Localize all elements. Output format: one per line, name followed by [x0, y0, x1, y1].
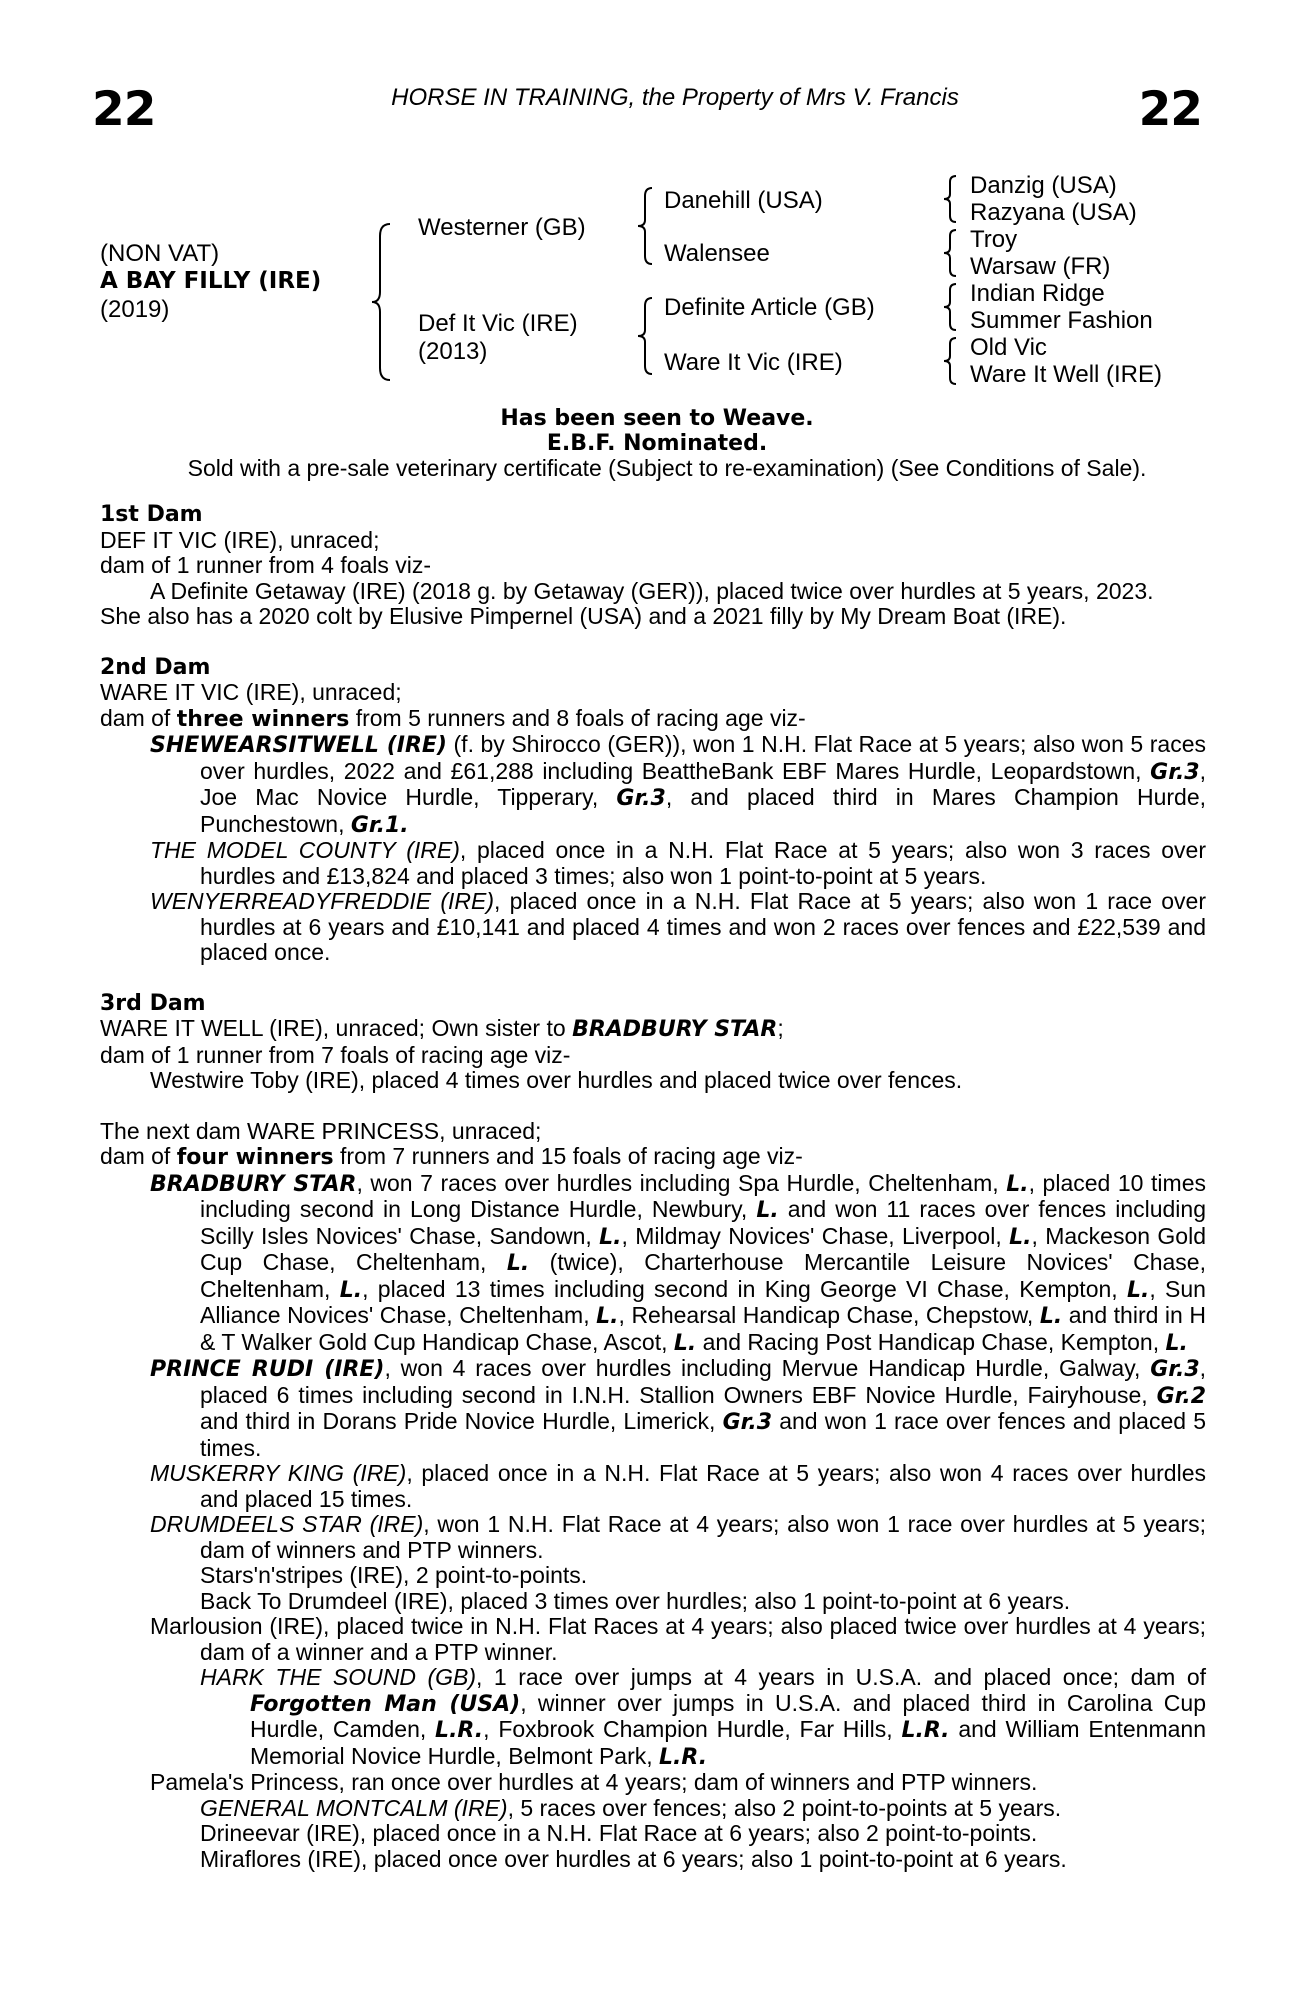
next-dam-progeny-prince-rudi: PRINCE RUDI (IRE), won 4 races over hurdles including Mervue Handicap Hurdle, Galway, Gr.3, placed 6 times including second in I.N.H. Stallion Owners EBF Novice Hurdle, Fairyhouse, Gr.2 and third in Dorans Pride Novice Hurdle, Limerick, Gr.3 and won 1 race over fences and placed 5 times. [150, 1355, 1207, 1461]
brace-sire [636, 186, 656, 266]
dam-sire: Definite Article (GB) [664, 294, 875, 321]
ancestor-3: Troy [970, 226, 1018, 253]
next-dam-produce: dam of four winners from 7 runners and 15 foals of racing age viz- [100, 1143, 803, 1170]
first-dam-line: DEF IT VIC (IRE), unraced; [100, 526, 380, 553]
vat-status: (NON VAT) [100, 240, 220, 267]
next-dam-progeny-muskerry-king: MUSKERRY KING (IRE), placed once in a N.H. Flat Race at 5 years; also won 4 races over hurdles and placed 15 times. [150, 1460, 1206, 1512]
marlousion-foal-hark-the-sound: HARK THE SOUND (GB), 1 race over jumps at 4 years in U.S.A. and placed once; dam of Forgotten Man (USA), winner over jumps in U.S.A. and placed third in Carolina Cup Hurdle, Camden, L.R., Foxbrook Champion Hurdle, Far Hills, L.R. and William Entenmann Memorial Novice Hurdle, Belmont Park, L.R. [200, 1664, 1206, 1770]
ancestor-2: Razyana (USA) [970, 199, 1137, 226]
third-dam-line: WARE IT WELL (IRE), unraced; Own sister to BRADBURY STAR; [100, 1015, 784, 1042]
ancestor-1: Danzig (USA) [970, 172, 1117, 199]
second-dam-progeny-2: THE MODEL COUNTY (IRE), placed once in a N.H. Flat Race at 5 years; also won 3 races over hurdles and £13,824 and placed 3 times; also won 1 point-to-point at 5 years. [150, 837, 1206, 889]
catalogue-body [100, 502, 1206, 1872]
first-dam-produce: dam of 1 runner from 4 foals viz- [100, 552, 432, 578]
second-dam-line: WARE IT VIC (IRE), unraced; [100, 679, 402, 705]
note-ebf: E.B.F. Nominated. [546, 431, 768, 456]
first-dam-section [100, 502, 1206, 630]
second-dam-progeny-3: WENYERREADYFREDDIE (IRE), placed once in a N.H. Flat Race at 5 years; also won 1 race over hurdles at 6 years and £10,141 and placed 4 times and won 2 races over fences and £22,539 and placed once. [150, 888, 1206, 965]
ancestor-5: Indian Ridge [970, 280, 1105, 307]
brace-g1 [942, 174, 960, 224]
next-dam-progeny-drumdeels-star: DRUMDEELS STAR (IRE), won 1 N.H. Flat Race at 4 years; also won 1 race over hurdles at 5 years; dam of winners and PTP winners. [150, 1511, 1206, 1563]
second-dam-section [100, 655, 1206, 966]
second-dam-title: 2nd Dam [100, 654, 211, 680]
third-dam-section [100, 991, 1206, 1094]
sire-sire: Danehill (USA) [664, 187, 823, 214]
first-dam-other-foals: She also has a 2020 colt by Elusive Pimpernel (USA) and a 2021 filly by My Dream Boat (IRE). [100, 603, 1067, 629]
brace-g4 [942, 336, 960, 386]
third-dam-produce: dam of 1 runner from 7 foals of racing age viz- [100, 1041, 571, 1068]
next-dam-progeny-bradbury-star: BRADBURY STAR, won 7 races over hurdles including Spa Hurdle, Cheltenham, L., placed 10 times including second in Long Distance Hurdle, Newbury, L. and won 11 races over fences including Scilly Isles Novices' Chase, Sandown, L., Mildmay Novices' Chase, Liverpool, L., Mackeson Gold Cup Chase, Cheltenham, L. (twice), Charterhouse Mercantile Leisure Novices' Chase, Cheltenham, L., placed 13 times including second in King George VI Chase, Kempton, L., Sun Alliance Novices' Chase, Cheltenham, L., Rehearsal Handicap Chase, Chepstow, L. and third in H & T Walker Gold Cup Handicap Chase, Ascot, L. and Racing Post Handicap Chase, Kempton, L. [150, 1169, 1206, 1356]
drumdeels-star-foal-2: Back To Drumdeel (IRE), placed 3 times over hurdles; also 1 point-to-point at 6 years. [200, 1587, 1071, 1614]
second-dam-produce: dam of three winners from 5 runners and 8 foals of racing age viz- [100, 704, 806, 732]
first-dam-title: 1st Dam [100, 502, 203, 527]
note-weave: Has been seen to Weave. [500, 406, 814, 431]
next-dam-progeny-marlousion: Marlousion (IRE), placed twice in N.H. Flat Races at 4 years; also placed twice over hurdles at 4 years; dam of a winner and a PTP winner. [150, 1613, 1206, 1665]
next-dam-section [100, 1119, 1206, 1873]
lot-number-right: 22 [1138, 82, 1202, 137]
horse-name: A BAY FILLY (IRE) [100, 268, 322, 294]
brace-g3 [942, 282, 960, 332]
horse-year: (2019) [100, 296, 170, 323]
page-header: HORSE IN TRAINING, the Property of Mrs V. Francis [391, 84, 959, 111]
next-dam-line: The next dam WARE PRINCESS, unraced; [100, 1117, 542, 1144]
third-dam-title: 3rd Dam [100, 990, 206, 1016]
third-dam-progeny-1: Westwire Toby (IRE), placed 4 times over hurdles and placed twice over fences. [150, 1067, 963, 1093]
ancestor-8: Ware It Well (IRE) [970, 361, 1163, 388]
brace-main [370, 222, 394, 382]
lot-number-left: 22 [92, 82, 156, 137]
sire: Westerner (GB) [418, 214, 586, 241]
ancestor-6: Summer Fashion [970, 307, 1153, 334]
brace-dam [636, 296, 656, 376]
second-dam-progeny-1: SHEWEARSITWELL (IRE) (f. by Shirocco (GER)), won 1 N.H. Flat Race at 5 years; also won 5 races over hurdles, 2022 and £61,288 including BeattheBank EBF Mares Hurdle, Leopardstown, Gr.3, Joe Mac Novice Hurdle, Tipperary, Gr.3, and placed third in Mares Champion Hurde, Punchestown, Gr.1. [150, 731, 1206, 838]
brace-g2 [942, 228, 960, 278]
pamelas-princess-foal-2: Drineevar (IRE), placed once in a N.H. Flat Race at 6 years; also 2 point-to-points. [200, 1820, 1038, 1846]
ancestor-4: Warsaw (FR) [970, 253, 1111, 280]
note-vet: Sold with a pre-sale veterinary certificate (Subject to re-examination) (See Conditions of Sale). [187, 455, 1147, 481]
pamelas-princess-foal-1: GENERAL MONTCALM (IRE), 5 races over fences; also 2 point-to-points at 5 years. [200, 1794, 1062, 1821]
dam-dam: Ware It Vic (IRE) [664, 349, 843, 376]
sire-dam: Walensee [664, 240, 770, 267]
dam: Def It Vic (IRE) [418, 310, 578, 337]
drumdeels-star-foal-1: Stars'n'stripes (IRE), 2 point-to-points. [200, 1562, 588, 1588]
dam-year: (2013) [418, 338, 488, 365]
first-dam-foal: A Definite Getaway (IRE) (2018 g. by Getaway (GER)), placed twice over hurdles at 5 years, 2023. [150, 577, 1154, 604]
pamelas-princess-foal-3: Miraflores (IRE), placed once over hurdles at 6 years; also 1 point-to-point at 6 years. [200, 1845, 1067, 1872]
next-dam-progeny-pamelas-princess: Pamela's Princess, ran once over hurdles at 4 years; dam of winners and PTP winners. [150, 1769, 1038, 1795]
ancestor-7: Old Vic [970, 334, 1047, 361]
